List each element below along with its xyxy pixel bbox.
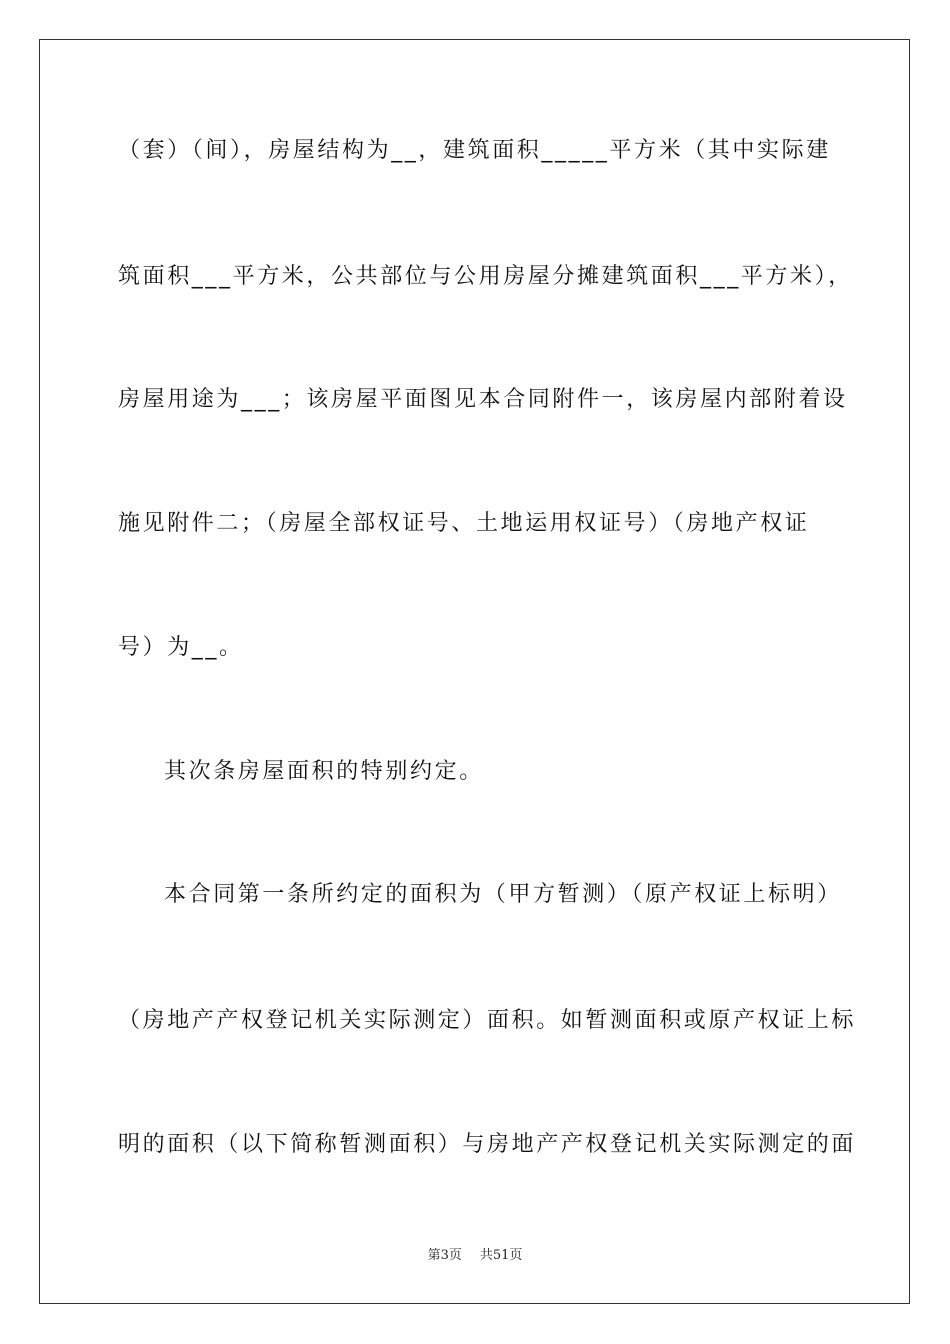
text-line-2: 筑面积___平方米，公共部位与公用房屋分摊建筑面积___平方米）， xyxy=(118,264,853,289)
page-border xyxy=(39,39,910,1304)
text-line-3: 房屋用途为___；该房屋平面图见本合同附件一，该房屋内部附着设 xyxy=(118,387,848,412)
section-heading: 其次条房屋面积的特别约定。 xyxy=(164,759,484,784)
text-line-7: 本合同第一条所约定的面积为（甲方暂测）（原产权证上标明） xyxy=(164,882,842,907)
page-footer xyxy=(0,1247,950,1265)
text-line-1: （套）（间），房屋结构为__，建筑面积_____平方米（其中实际建 xyxy=(118,138,831,163)
text-line-5: 号）为__。 xyxy=(118,635,244,660)
text-line-9: 明的面积（以下简称暂测面积）与房地产产权登记机关实际测定的面 xyxy=(118,1132,857,1157)
page-total: 共51页 xyxy=(479,1248,523,1263)
text-line-4: 施见附件二；（房屋全部权证号、土地运用权证号）（房地产权证 xyxy=(118,511,810,536)
text-line-8: （房地产产权登记机关实际测定）面积。如暂测面积或原产权证上标 xyxy=(118,1008,857,1033)
page-number: 第3页 xyxy=(427,1248,462,1263)
